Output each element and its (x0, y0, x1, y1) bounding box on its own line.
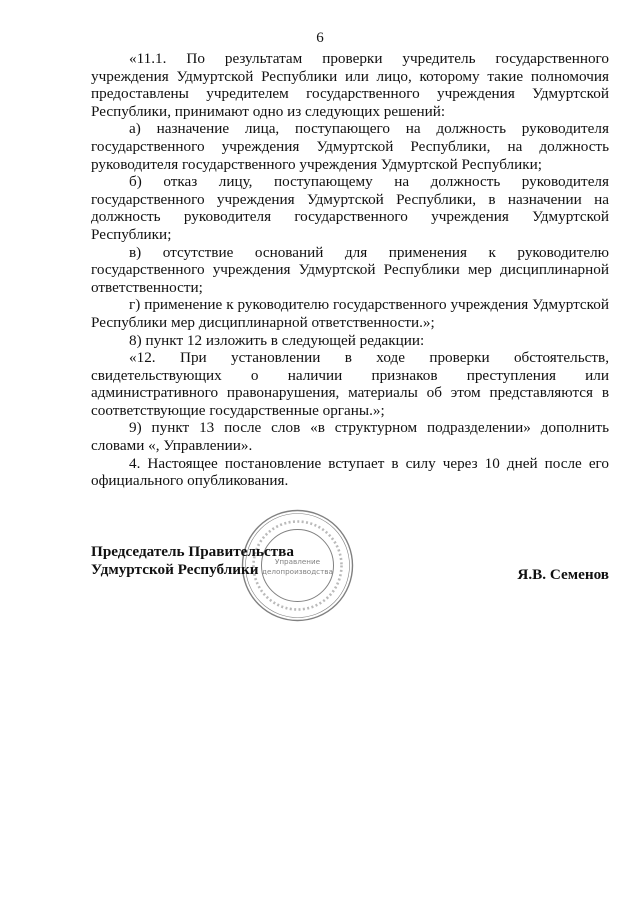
signatory-position-line1: Председатель Правительства (91, 543, 294, 560)
signatory-position (91, 543, 294, 579)
paragraph-12: «12. При установлении в ходе проверки обстоятельств, свидетельствующих о наличии признаков преступления или административного правонарушения, материалы об этом представляются в соответствующие государственные органы.»; (91, 349, 609, 419)
paragraph-item-v: в) отсутствие оснований для применения к руководителю государственного учреждения Удмуртской Республики мер дисциплинарной ответственности; (91, 243, 609, 296)
paragraph-11-1: «11.1. По результатам проверки учредитель государственного учреждения Удмуртской Республики или лицо, которому такие полномочия предоставлены учредителем государственного учреждения Удмуртской Республики, принимают одно из следующих решений: (91, 50, 609, 120)
paragraph-amendment-8: 8) пункт 12 изложить в следующей редакции: (129, 331, 425, 349)
seal-text-line2: делопроизводства (262, 567, 333, 576)
signatory-name: Я.В. Семенов (517, 566, 609, 583)
signatory-position-line2: Удмуртской Республики (91, 561, 259, 578)
document-body (91, 50, 609, 490)
seal-text-line1: Управление (274, 557, 321, 566)
paragraph-item-b: б) отказ лицу, поступающему на должность руководителя государственного учреждения Удмуртской Республики, в назначении на должность руководителя государственного учреждения Удмуртской Республики; (91, 173, 609, 243)
paragraph-effective-date: 4. Настоящее постановление вступает в силу через 10 дней после его официального опубликования. (91, 454, 609, 490)
paragraph-item-g: г) применение к руководителю государственного учреждения Удмуртской Республики мер дисциплинарной ответственности.»; (91, 296, 609, 331)
paragraph-item-a: а) назначение лица, поступающего на должность руководителя государственного учреждения Удмуртской Республики, на должность руководителя государственного учреждения Удмуртской Республики; (91, 120, 609, 173)
page-number: 6 (316, 30, 324, 46)
paragraph-amendment-9: 9) пункт 13 после слов «в структурном подразделении» дополнить словами «, Управлении». (91, 419, 609, 455)
